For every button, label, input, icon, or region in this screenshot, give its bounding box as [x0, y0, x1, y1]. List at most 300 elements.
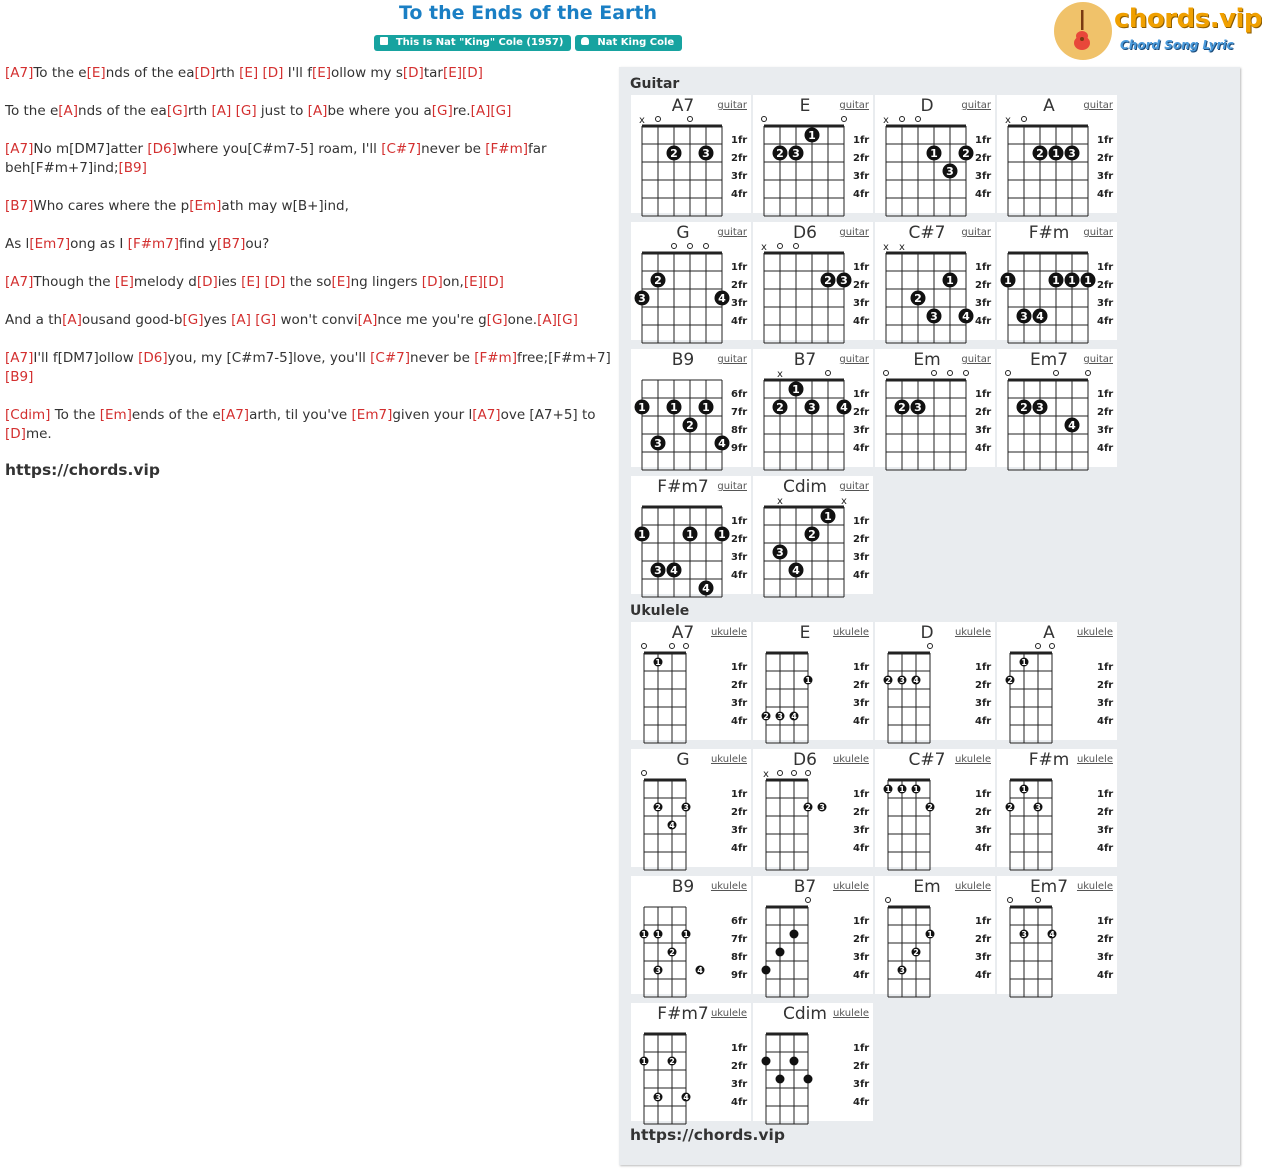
ukulele-chord-card[interactable]: [631, 749, 751, 867]
guitar-chord-card[interactable]: [753, 222, 873, 340]
finger-number: 3: [808, 401, 816, 414]
chord-link[interactable]: [A]: [211, 103, 232, 119]
chord-name: F#m7: [657, 477, 709, 497]
finger-number: 4: [697, 966, 703, 975]
finger-number: 1: [1021, 658, 1027, 667]
chord-link[interactable]: [E]: [239, 65, 259, 81]
guitar-chord-card[interactable]: [631, 476, 751, 594]
guitar-chord-card[interactable]: [875, 222, 995, 340]
album-badge[interactable]: [374, 35, 572, 51]
finger-number: 1: [930, 147, 938, 160]
open-string-marker: [1050, 644, 1055, 649]
lyric-text: To the e: [5, 103, 59, 119]
fret-number: 1fr: [853, 262, 870, 273]
fret-number: 2fr: [853, 807, 870, 818]
chord-link[interactable]: [D]: [5, 426, 26, 442]
lyric-text: re.: [452, 103, 471, 119]
chord-name: D6: [793, 223, 817, 243]
finger-dot: [776, 948, 785, 957]
finger-number: 2: [670, 147, 678, 160]
chord-link[interactable]: [Em]: [99, 407, 132, 423]
lyric-text: ollow my s: [331, 65, 403, 81]
ukulele-link[interactable]: ukulele: [1076, 881, 1113, 892]
finger-number: 2: [962, 147, 970, 160]
open-string-marker: [778, 244, 783, 249]
ukulele-link[interactable]: ukulele: [832, 627, 869, 638]
lyric-text: Though the: [33, 274, 115, 290]
fret-number: 1fr: [1097, 662, 1114, 673]
chord-link[interactable]: [D]: [402, 65, 424, 81]
chord-link[interactable]: [D]: [194, 65, 216, 81]
ukulele-link[interactable]: ukulele: [710, 1008, 747, 1019]
open-string-marker: [886, 898, 891, 903]
chord-name: B9: [671, 350, 695, 370]
finger-number: 2: [1007, 803, 1013, 812]
guitar-chord-card[interactable]: [997, 222, 1117, 340]
finger-dot: [776, 1075, 785, 1084]
finger-number: 2: [885, 676, 891, 685]
ukulele-section-title: Ukulele: [630, 603, 690, 619]
chord-name: A7: [671, 623, 695, 643]
fret-number: 9fr: [731, 443, 748, 454]
ukulele-chord-card[interactable]: [997, 622, 1117, 740]
ukulele-chord-card[interactable]: [875, 876, 995, 994]
finger-number: 1: [1052, 147, 1060, 160]
ukulele-link[interactable]: ukulele: [1076, 627, 1113, 638]
fret-number: 3fr: [1097, 698, 1114, 709]
open-string-marker: [1036, 644, 1041, 649]
ukulele-link[interactable]: ukulele: [710, 881, 747, 892]
fret-number: 3fr: [975, 698, 992, 709]
finger-number: 1: [1004, 274, 1012, 287]
lyric-text: I'll f[DM7]ollow: [33, 350, 139, 366]
chord-link[interactable]: [D]: [264, 274, 286, 290]
guitar-link[interactable]: guitar: [1083, 100, 1113, 111]
user-icon: [581, 37, 589, 45]
chord-name: Em: [913, 350, 941, 370]
lyric-text: arth, til you've: [249, 407, 352, 423]
fret-number: 3fr: [1097, 825, 1114, 836]
chord-name: B7: [793, 350, 817, 370]
guitar-link[interactable]: guitar: [839, 481, 869, 492]
fret-number: 3fr: [975, 425, 992, 436]
fret-number: 4fr: [853, 843, 870, 854]
fret-number: 4fr: [853, 570, 870, 581]
chord-name: A7: [671, 96, 695, 116]
chord-link[interactable]: [G]: [490, 103, 512, 119]
chord-link[interactable]: [G]: [166, 103, 188, 119]
finger-number: 1: [792, 383, 800, 396]
lyric-text: one.: [507, 312, 538, 328]
open-string-marker: [656, 117, 661, 122]
fret-number: 7fr: [731, 407, 748, 418]
guitar-icon: [1074, 10, 1090, 50]
ukulele-chord-card[interactable]: [875, 749, 995, 867]
guitar-link[interactable]: guitar: [1083, 227, 1113, 238]
guitar-chord-card[interactable]: [753, 349, 873, 467]
chord-name: Em7: [1029, 350, 1069, 370]
fret-number: 4fr: [975, 843, 992, 854]
book-icon: [380, 37, 388, 45]
ukulele-link[interactable]: ukulele: [832, 1008, 869, 1019]
finger-number: 1: [655, 930, 661, 939]
chord-link[interactable]: [G]: [235, 103, 257, 119]
guitar-chord-card[interactable]: [631, 222, 751, 340]
chord-link[interactable]: [A]: [231, 312, 251, 328]
chord-link[interactable]: [A]: [307, 103, 328, 119]
ukulele-link[interactable]: ukulele: [1076, 754, 1113, 765]
lyric-line: [5, 406, 613, 444]
finger-number: 1: [670, 401, 678, 414]
fret-number: 4fr: [731, 716, 748, 727]
ukulele-chord-card[interactable]: [753, 622, 873, 740]
finger-number: 3: [899, 676, 905, 685]
guitar-chord-card[interactable]: [631, 95, 751, 213]
finger-dot: [790, 1057, 799, 1066]
chord-link[interactable]: [B7]: [5, 198, 34, 214]
chord-link[interactable]: [D]: [262, 65, 284, 81]
chord-link[interactable]: [Em7]: [351, 407, 393, 423]
guitar-section-title: Guitar: [630, 76, 680, 92]
fret-number: 3fr: [853, 698, 870, 709]
chord-link[interactable]: [A]: [58, 103, 79, 119]
fret-number: 1fr: [853, 135, 870, 146]
chord-link[interactable]: [A7]: [5, 274, 34, 290]
chord-name: D: [920, 623, 934, 643]
finger-number: 4: [791, 712, 797, 721]
finger-number: 2: [913, 948, 919, 957]
fret-number: 3fr: [731, 298, 748, 309]
finger-number: 3: [776, 546, 784, 559]
chord-name: E: [799, 96, 811, 116]
finger-number: 1: [946, 274, 954, 287]
chord-link[interactable]: [A7]: [220, 407, 250, 423]
fret-number: 4fr: [853, 443, 870, 454]
chord-link[interactable]: [Cdim]: [5, 407, 51, 423]
finger-number: 1: [1084, 274, 1092, 287]
guitar-link[interactable]: guitar: [717, 227, 747, 238]
album-badge-label: This Is Nat "King" Cole (1957): [395, 37, 564, 48]
chord-link[interactable]: [E]: [442, 65, 463, 81]
fret-number: 3fr: [1097, 952, 1114, 963]
guitar-link[interactable]: guitar: [961, 354, 991, 365]
guitar-link[interactable]: guitar: [961, 227, 991, 238]
muted-string-marker: x: [883, 115, 889, 126]
finger-number: 4: [962, 310, 970, 323]
song-title[interactable]: To the Ends of the Earth: [398, 2, 658, 24]
chord-link[interactable]: [E]: [86, 65, 106, 81]
fret-number: 3fr: [975, 952, 992, 963]
guitar-link[interactable]: guitar: [839, 227, 869, 238]
ukulele-link[interactable]: ukulele: [832, 881, 869, 892]
fret-number: 2fr: [853, 1061, 870, 1072]
chord-name: Cdim: [783, 477, 827, 497]
finger-number: 1: [655, 658, 661, 667]
chord-name: C#7: [908, 223, 946, 243]
open-string-marker: [1036, 898, 1041, 903]
ukulele-link[interactable]: ukulele: [832, 754, 869, 765]
chord-link[interactable]: [D]: [482, 274, 504, 290]
chord-link[interactable]: [A7]: [472, 407, 501, 423]
fret-number: 2fr: [853, 407, 870, 418]
lyric-text: me.: [25, 426, 52, 442]
guitar-link[interactable]: guitar: [839, 100, 869, 111]
chord-name: Cdim: [783, 1004, 827, 1024]
fret-number: 1fr: [853, 916, 870, 927]
ukulele-link[interactable]: ukulele: [710, 627, 747, 638]
site-logo[interactable]: [1054, 2, 1262, 62]
fret-number: 1fr: [975, 662, 992, 673]
guitar-chord-card[interactable]: [875, 95, 995, 213]
chord-name: G: [676, 223, 690, 243]
chord-link[interactable]: [C#7]: [370, 350, 411, 366]
chord-link[interactable]: [A]: [357, 312, 378, 328]
finger-number: 4: [683, 1093, 689, 1102]
lyric-text: ends of the e: [131, 407, 221, 423]
finger-number: 1: [824, 510, 832, 523]
open-string-marker: [688, 117, 693, 122]
chord-name: F#m: [1028, 223, 1070, 243]
finger-number: 1: [638, 401, 646, 414]
guitar-chord-card[interactable]: [753, 476, 873, 594]
fret-number: 2fr: [1097, 807, 1114, 818]
chord-link[interactable]: [B9]: [118, 160, 147, 176]
finger-number: 4: [1068, 419, 1076, 432]
fret-number: 4fr: [975, 443, 992, 454]
chord-link[interactable]: [G]: [182, 312, 204, 328]
chord-link[interactable]: [Em7]: [29, 236, 71, 252]
chord-name: A: [1043, 623, 1055, 643]
chord-link[interactable]: [A7]: [5, 141, 34, 157]
fret-number: 1fr: [975, 262, 992, 273]
chord-name: A: [1043, 96, 1055, 116]
chord-link[interactable]: [A]: [62, 312, 82, 328]
lyric-text: ou?: [245, 236, 270, 252]
fret-number: 3fr: [853, 425, 870, 436]
open-string-marker: [884, 371, 889, 376]
artist-badge[interactable]: [575, 35, 682, 51]
ukulele-link[interactable]: ukulele: [710, 754, 747, 765]
chord-link[interactable]: [G]: [486, 312, 508, 328]
fret-number: 1fr: [731, 789, 748, 800]
chord-link[interactable]: [B7]: [216, 236, 246, 252]
chord-link[interactable]: [E]: [331, 274, 351, 290]
guitar-link[interactable]: guitar: [717, 481, 747, 492]
finger-number: 3: [1035, 803, 1041, 812]
lyric-text: free;[F#m+7]: [516, 350, 611, 366]
fret-number: 4fr: [853, 970, 870, 981]
chord-link[interactable]: [A]: [537, 312, 557, 328]
fret-number: 6fr: [731, 916, 748, 927]
chord-link[interactable]: [G]: [255, 312, 277, 328]
fret-number: 3fr: [853, 552, 870, 563]
lyric-text: never be: [410, 350, 475, 366]
guitar-link[interactable]: guitar: [839, 354, 869, 365]
chord-name: Em: [913, 877, 941, 897]
finger-number: 2: [669, 948, 675, 957]
chord-link[interactable]: [E]: [311, 65, 332, 81]
lyrics-area: [5, 64, 613, 480]
finger-number: 1: [638, 528, 646, 541]
ukulele-chord-card[interactable]: [753, 1003, 873, 1121]
ukulele-chord-card[interactable]: [753, 876, 873, 994]
finger-number: 2: [898, 401, 906, 414]
chord-link[interactable]: [F#m]: [474, 350, 517, 366]
fret-number: 4fr: [1097, 189, 1114, 200]
chord-link[interactable]: [C#7]: [381, 141, 422, 157]
fret-number: 2fr: [731, 1061, 748, 1072]
ukulele-chord-card[interactable]: [631, 876, 751, 994]
open-string-marker: [672, 244, 677, 249]
chord-link[interactable]: [F#m]: [485, 141, 529, 157]
fret-number: 2fr: [853, 934, 870, 945]
fret-number: 2fr: [1097, 407, 1114, 418]
fret-number: 2fr: [975, 934, 992, 945]
lyric-text: rth: [215, 65, 240, 81]
chord-link[interactable]: [D]: [196, 274, 218, 290]
guitar-chord-card[interactable]: [997, 349, 1117, 467]
chord-link[interactable]: [Em]: [189, 198, 222, 214]
open-string-marker: [806, 771, 811, 776]
ukulele-chord-card[interactable]: [753, 749, 873, 867]
ukulele-chord-card[interactable]: [875, 622, 995, 740]
muted-string-marker: x: [639, 115, 645, 126]
fret-number: 2fr: [731, 534, 748, 545]
finger-number: 1: [899, 785, 905, 794]
ukulele-link[interactable]: ukulele: [954, 881, 991, 892]
fret-number: 4fr: [731, 316, 748, 327]
lyric-line: [5, 197, 613, 216]
chord-link[interactable]: [A7]: [5, 350, 34, 366]
chord-link[interactable]: [G]: [556, 312, 578, 328]
open-string-marker: [1054, 371, 1059, 376]
finger-number: 3: [914, 401, 922, 414]
finger-number: 3: [930, 310, 938, 323]
fret-number: 2fr: [1097, 153, 1114, 164]
lyric-text: I'll f: [283, 65, 312, 81]
chord-link[interactable]: [B9]: [5, 369, 34, 385]
chord-link[interactable]: [A7]: [5, 65, 34, 81]
fret-number: 2fr: [975, 153, 992, 164]
chord-link[interactable]: [D]: [421, 274, 443, 290]
fret-number: 2fr: [853, 280, 870, 291]
fret-number: 2fr: [731, 680, 748, 691]
finger-number: 2: [1007, 676, 1013, 685]
finger-number: 3: [638, 292, 646, 305]
chord-name: C#7: [908, 750, 946, 770]
fret-number: 1fr: [731, 662, 748, 673]
chord-link[interactable]: [E]: [241, 274, 261, 290]
ukulele-chord-card[interactable]: [631, 1003, 751, 1121]
open-string-marker: [932, 371, 937, 376]
logo-text: chords.vip: [1114, 4, 1262, 34]
open-string-marker: [794, 244, 799, 249]
chord-link[interactable]: [E]: [114, 274, 134, 290]
muted-string-marker: x: [777, 369, 783, 380]
guitar-chord-card[interactable]: [875, 349, 995, 467]
lyric-text: on,: [442, 274, 464, 290]
guitar-link[interactable]: guitar: [717, 100, 747, 111]
chord-link[interactable]: [F#m7]: [127, 236, 180, 252]
guitar-chord-card[interactable]: [631, 349, 751, 467]
lyric-line: [5, 140, 613, 178]
finger-number: 2: [805, 803, 811, 812]
lyric-text: just to: [256, 103, 308, 119]
finger-dot: [790, 930, 799, 939]
finger-number: 3: [702, 147, 710, 160]
lyric-text: Who cares where the p: [33, 198, 190, 214]
finger-number: 2: [655, 803, 661, 812]
chord-link[interactable]: [D6]: [147, 141, 177, 157]
fret-number: 2fr: [731, 153, 748, 164]
guitar-link[interactable]: guitar: [961, 100, 991, 111]
fret-number: 1fr: [1097, 262, 1114, 273]
ukulele-link[interactable]: ukulele: [954, 754, 991, 765]
finger-number: 3: [655, 1093, 661, 1102]
ukulele-chord-card[interactable]: [997, 749, 1117, 867]
finger-number: 2: [808, 528, 816, 541]
fret-number: 7fr: [731, 934, 748, 945]
fret-number: 4fr: [1097, 716, 1114, 727]
chord-name: Em7: [1029, 877, 1069, 897]
ukulele-link[interactable]: ukulele: [954, 627, 991, 638]
finger-number: 3: [654, 564, 662, 577]
fret-number: 1fr: [1097, 916, 1114, 927]
fret-number: 3fr: [731, 552, 748, 563]
chord-link[interactable]: [G]: [431, 103, 453, 119]
fret-number: 4fr: [1097, 316, 1114, 327]
ukulele-chord-card[interactable]: [997, 876, 1117, 994]
ukulele-chord-card[interactable]: [631, 622, 751, 740]
finger-number: 3: [655, 966, 661, 975]
finger-number: 1: [885, 785, 891, 794]
guitar-chord-card[interactable]: [997, 95, 1117, 213]
fret-number: 1fr: [853, 789, 870, 800]
fret-number: 2fr: [975, 680, 992, 691]
finger-number: 4: [702, 582, 710, 595]
finger-number: 4: [718, 437, 726, 450]
fret-number: 1fr: [975, 916, 992, 927]
chord-link[interactable]: [D6]: [138, 350, 168, 366]
guitar-link[interactable]: guitar: [1083, 354, 1113, 365]
fret-number: 1fr: [853, 662, 870, 673]
fret-number: 4fr: [853, 716, 870, 727]
chord-link[interactable]: [E]: [463, 274, 483, 290]
chord-link[interactable]: [A]: [470, 103, 491, 119]
fret-number: 4fr: [853, 316, 870, 327]
finger-number: 3: [1020, 310, 1028, 323]
lyric-text: And a th: [5, 312, 63, 328]
logo-subtitle: Chord Song Lyric: [1120, 38, 1234, 52]
finger-number: 1: [641, 1057, 647, 1066]
muted-string-marker: x: [841, 496, 847, 507]
fret-number: 4fr: [1097, 443, 1114, 454]
site-link[interactable]: https://chords.vip: [5, 461, 160, 479]
guitar-link[interactable]: guitar: [717, 354, 747, 365]
logo-badge: [1054, 2, 1112, 60]
fret-number: 4fr: [731, 1097, 748, 1108]
open-string-marker: [964, 371, 969, 376]
panel-site-link[interactable]: https://chords.vip: [630, 1126, 785, 1144]
guitar-chord-card[interactable]: [753, 95, 873, 213]
chord-link[interactable]: [D]: [462, 65, 483, 81]
open-string-marker: [826, 371, 831, 376]
finger-number: 3: [777, 712, 783, 721]
fret-number: 9fr: [731, 970, 748, 981]
song-badges: [0, 35, 1056, 51]
fret-number: 1fr: [853, 389, 870, 400]
finger-number: 3: [1021, 930, 1027, 939]
